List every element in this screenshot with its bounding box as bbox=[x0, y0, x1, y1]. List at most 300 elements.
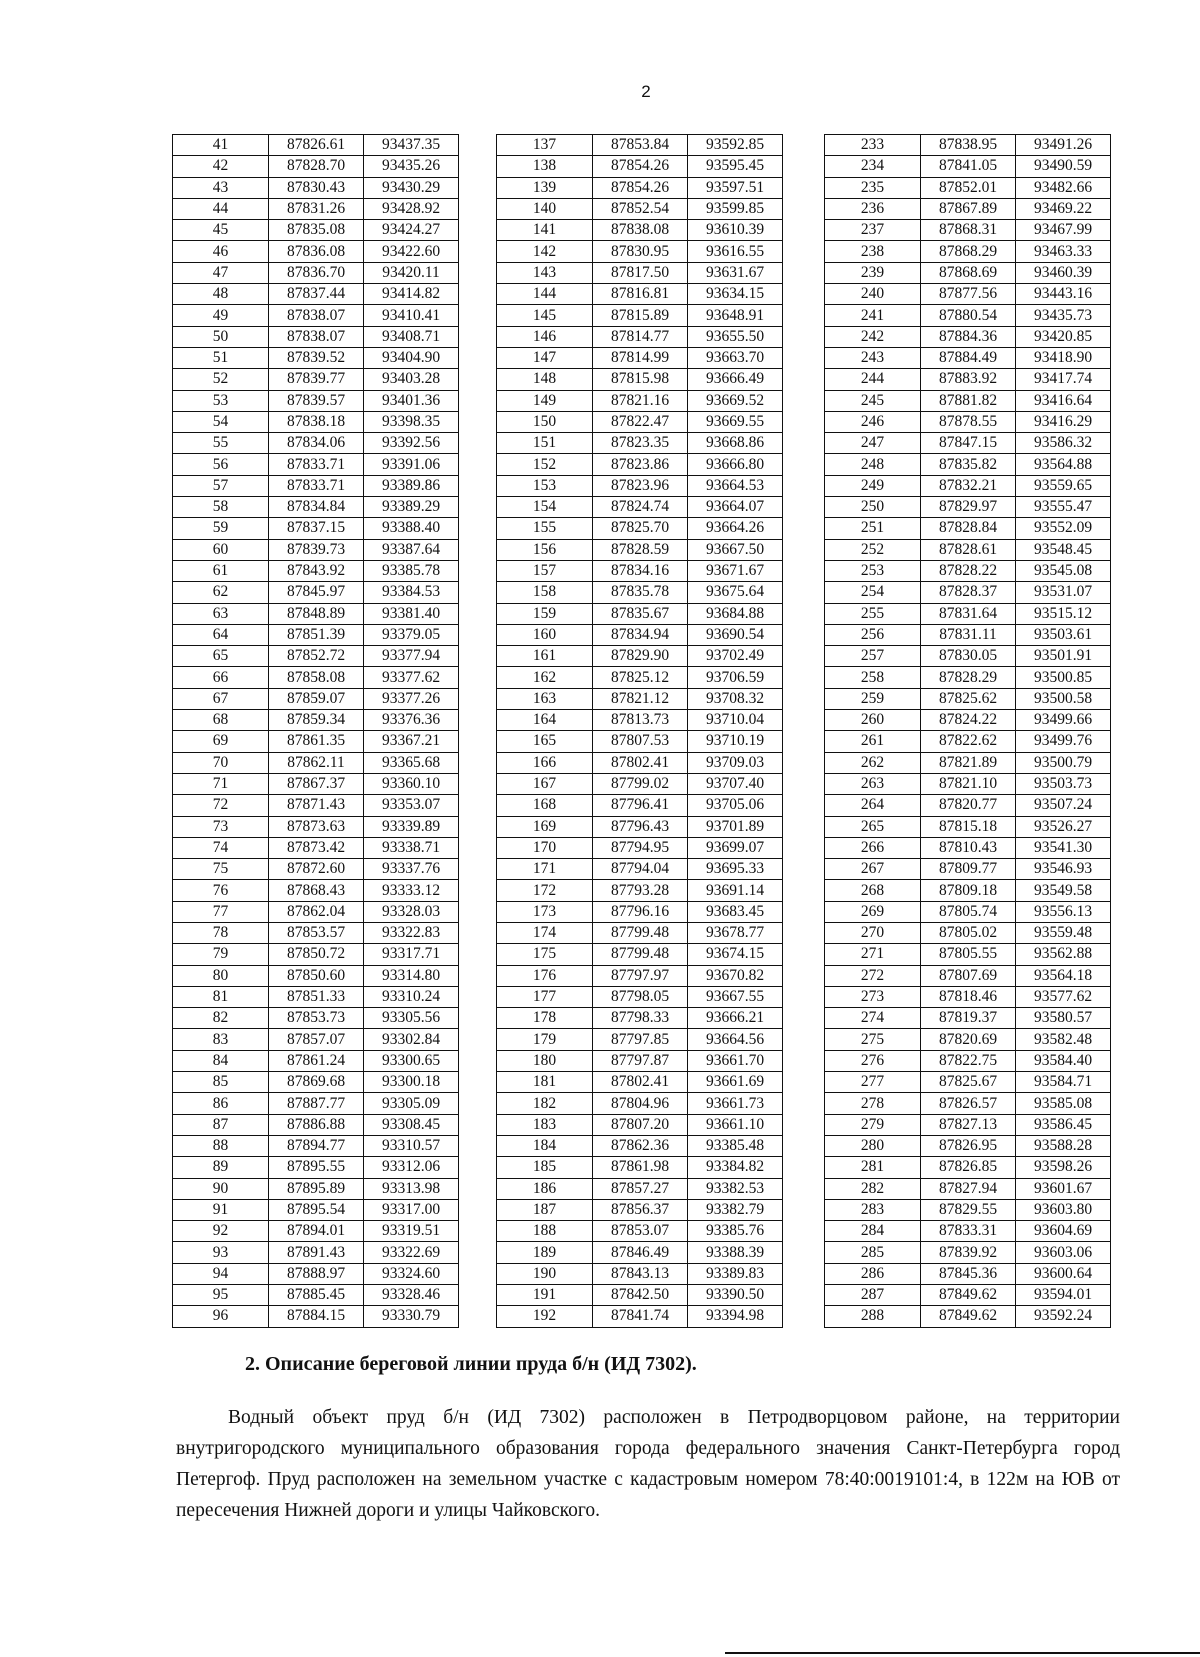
x-coordinate-cell: 87836.70 bbox=[269, 262, 364, 283]
y-coordinate-cell: 93709.03 bbox=[688, 752, 783, 773]
y-coordinate-cell: 93500.85 bbox=[1016, 667, 1111, 688]
x-coordinate-cell: 87853.73 bbox=[269, 1008, 364, 1029]
table-row bbox=[497, 369, 783, 390]
x-coordinate-cell: 87835.67 bbox=[593, 603, 688, 624]
point-number-cell: 241 bbox=[825, 305, 921, 326]
x-coordinate-cell: 87839.73 bbox=[269, 539, 364, 560]
y-coordinate-cell: 93699.07 bbox=[688, 837, 783, 858]
y-coordinate-cell: 93603.80 bbox=[1016, 1199, 1111, 1220]
point-number-cell: 185 bbox=[497, 1157, 593, 1178]
table-row bbox=[497, 305, 783, 326]
table-row bbox=[825, 241, 1111, 262]
point-number-cell: 163 bbox=[497, 688, 593, 709]
y-coordinate-cell: 93385.48 bbox=[688, 1135, 783, 1156]
y-coordinate-cell: 93360.10 bbox=[364, 773, 459, 794]
y-coordinate-cell: 93669.55 bbox=[688, 411, 783, 432]
point-number-cell: 154 bbox=[497, 497, 593, 518]
y-coordinate-cell: 93391.06 bbox=[364, 454, 459, 475]
table-row bbox=[825, 624, 1111, 645]
x-coordinate-cell: 87798.33 bbox=[593, 1008, 688, 1029]
table-row bbox=[825, 965, 1111, 986]
table-row bbox=[173, 880, 459, 901]
point-number-cell: 256 bbox=[825, 624, 921, 645]
y-coordinate-cell: 93501.91 bbox=[1016, 646, 1111, 667]
x-coordinate-cell: 87796.41 bbox=[593, 795, 688, 816]
table-row bbox=[825, 1242, 1111, 1263]
y-coordinate-cell: 93710.04 bbox=[688, 710, 783, 731]
x-coordinate-cell: 87815.98 bbox=[593, 369, 688, 390]
y-coordinate-cell: 93367.21 bbox=[364, 731, 459, 752]
table-row bbox=[173, 220, 459, 241]
point-number-cell: 234 bbox=[825, 156, 921, 177]
table-row bbox=[497, 475, 783, 496]
point-number-cell: 50 bbox=[173, 326, 269, 347]
x-coordinate-cell: 87850.72 bbox=[269, 944, 364, 965]
x-coordinate-cell: 87830.95 bbox=[593, 241, 688, 262]
table-row bbox=[825, 1221, 1111, 1242]
point-number-cell: 93 bbox=[173, 1242, 269, 1263]
table-row bbox=[825, 433, 1111, 454]
point-number-cell: 276 bbox=[825, 1050, 921, 1071]
point-number-cell: 86 bbox=[173, 1093, 269, 1114]
y-coordinate-cell: 93317.71 bbox=[364, 944, 459, 965]
coordinates-table-3 bbox=[824, 134, 1111, 1328]
point-number-cell: 166 bbox=[497, 752, 593, 773]
x-coordinate-cell: 87821.16 bbox=[593, 390, 688, 411]
x-coordinate-cell: 87829.55 bbox=[921, 1199, 1016, 1220]
table-row bbox=[825, 603, 1111, 624]
table-row bbox=[825, 539, 1111, 560]
y-coordinate-cell: 93365.68 bbox=[364, 752, 459, 773]
x-coordinate-cell: 87880.54 bbox=[921, 305, 1016, 326]
table-row bbox=[497, 837, 783, 858]
y-coordinate-cell: 93664.26 bbox=[688, 518, 783, 539]
point-number-cell: 287 bbox=[825, 1285, 921, 1306]
table-row bbox=[173, 454, 459, 475]
point-number-cell: 275 bbox=[825, 1029, 921, 1050]
table-row bbox=[497, 156, 783, 177]
x-coordinate-cell: 87859.07 bbox=[269, 688, 364, 709]
point-number-cell: 43 bbox=[173, 177, 269, 198]
x-coordinate-cell: 87819.37 bbox=[921, 1008, 1016, 1029]
point-number-cell: 173 bbox=[497, 901, 593, 922]
y-coordinate-cell: 93384.53 bbox=[364, 582, 459, 603]
point-number-cell: 74 bbox=[173, 837, 269, 858]
x-coordinate-cell: 87857.27 bbox=[593, 1178, 688, 1199]
point-number-cell: 167 bbox=[497, 773, 593, 794]
table-row bbox=[825, 1178, 1111, 1199]
y-coordinate-cell: 93392.56 bbox=[364, 433, 459, 454]
x-coordinate-cell: 87807.53 bbox=[593, 731, 688, 752]
table-row bbox=[497, 582, 783, 603]
y-coordinate-cell: 93385.78 bbox=[364, 560, 459, 581]
y-coordinate-cell: 93584.71 bbox=[1016, 1072, 1111, 1093]
x-coordinate-cell: 87817.50 bbox=[593, 262, 688, 283]
point-number-cell: 77 bbox=[173, 901, 269, 922]
point-number-cell: 68 bbox=[173, 710, 269, 731]
table-row bbox=[825, 1093, 1111, 1114]
x-coordinate-cell: 87821.10 bbox=[921, 773, 1016, 794]
x-coordinate-cell: 87852.54 bbox=[593, 198, 688, 219]
x-coordinate-cell: 87881.82 bbox=[921, 390, 1016, 411]
point-number-cell: 253 bbox=[825, 560, 921, 581]
y-coordinate-cell: 93584.40 bbox=[1016, 1050, 1111, 1071]
y-coordinate-cell: 93668.86 bbox=[688, 433, 783, 454]
point-number-cell: 274 bbox=[825, 1008, 921, 1029]
point-number-cell: 175 bbox=[497, 944, 593, 965]
table-row bbox=[825, 880, 1111, 901]
table-row bbox=[173, 369, 459, 390]
table-row bbox=[497, 518, 783, 539]
x-coordinate-cell: 87849.62 bbox=[921, 1285, 1016, 1306]
point-number-cell: 262 bbox=[825, 752, 921, 773]
y-coordinate-cell: 93663.70 bbox=[688, 347, 783, 368]
y-coordinate-cell: 93664.53 bbox=[688, 475, 783, 496]
table-row bbox=[173, 1029, 459, 1050]
point-number-cell: 190 bbox=[497, 1263, 593, 1284]
table-row bbox=[497, 1199, 783, 1220]
point-number-cell: 48 bbox=[173, 284, 269, 305]
table-row bbox=[825, 518, 1111, 539]
y-coordinate-cell: 93387.64 bbox=[364, 539, 459, 560]
table-row bbox=[497, 1008, 783, 1029]
y-coordinate-cell: 93339.89 bbox=[364, 816, 459, 837]
table-row bbox=[497, 1285, 783, 1306]
y-coordinate-cell: 93330.79 bbox=[364, 1306, 459, 1327]
x-coordinate-cell: 87839.92 bbox=[921, 1242, 1016, 1263]
table-row bbox=[497, 752, 783, 773]
point-number-cell: 181 bbox=[497, 1072, 593, 1093]
x-coordinate-cell: 87843.92 bbox=[269, 560, 364, 581]
x-coordinate-cell: 87834.94 bbox=[593, 624, 688, 645]
x-coordinate-cell: 87794.04 bbox=[593, 859, 688, 880]
y-coordinate-cell: 93671.67 bbox=[688, 560, 783, 581]
y-coordinate-cell: 93710.19 bbox=[688, 731, 783, 752]
x-coordinate-cell: 87828.29 bbox=[921, 667, 1016, 688]
point-number-cell: 265 bbox=[825, 816, 921, 837]
point-number-cell: 279 bbox=[825, 1114, 921, 1135]
y-coordinate-cell: 93482.66 bbox=[1016, 177, 1111, 198]
table-row bbox=[825, 582, 1111, 603]
y-coordinate-cell: 93634.15 bbox=[688, 284, 783, 305]
x-coordinate-cell: 87853.07 bbox=[593, 1221, 688, 1242]
y-coordinate-cell: 93586.45 bbox=[1016, 1114, 1111, 1135]
y-coordinate-cell: 93610.39 bbox=[688, 220, 783, 241]
y-coordinate-cell: 93388.40 bbox=[364, 518, 459, 539]
point-number-cell: 151 bbox=[497, 433, 593, 454]
x-coordinate-cell: 87796.16 bbox=[593, 901, 688, 922]
table-row bbox=[173, 1285, 459, 1306]
table-row bbox=[173, 433, 459, 454]
x-coordinate-cell: 87810.43 bbox=[921, 837, 1016, 858]
section-heading: 2. Описание береговой линии пруда б/н (ИД 7302). bbox=[245, 1353, 697, 1375]
y-coordinate-cell: 93559.48 bbox=[1016, 922, 1111, 943]
point-number-cell: 263 bbox=[825, 773, 921, 794]
table-row bbox=[173, 859, 459, 880]
point-number-cell: 85 bbox=[173, 1072, 269, 1093]
point-number-cell: 143 bbox=[497, 262, 593, 283]
y-coordinate-cell: 93675.64 bbox=[688, 582, 783, 603]
y-coordinate-cell: 93648.91 bbox=[688, 305, 783, 326]
y-coordinate-cell: 93377.94 bbox=[364, 646, 459, 667]
x-coordinate-cell: 87884.15 bbox=[269, 1306, 364, 1327]
x-coordinate-cell: 87839.77 bbox=[269, 369, 364, 390]
point-number-cell: 71 bbox=[173, 773, 269, 794]
x-coordinate-cell: 87831.64 bbox=[921, 603, 1016, 624]
y-coordinate-cell: 93420.85 bbox=[1016, 326, 1111, 347]
x-coordinate-cell: 87822.62 bbox=[921, 731, 1016, 752]
point-number-cell: 174 bbox=[497, 922, 593, 943]
table-row bbox=[173, 752, 459, 773]
y-coordinate-cell: 93467.99 bbox=[1016, 220, 1111, 241]
y-coordinate-cell: 93469.22 bbox=[1016, 198, 1111, 219]
x-coordinate-cell: 87862.11 bbox=[269, 752, 364, 773]
y-coordinate-cell: 93389.29 bbox=[364, 497, 459, 518]
table-row bbox=[173, 624, 459, 645]
table-row bbox=[825, 795, 1111, 816]
y-coordinate-cell: 93562.88 bbox=[1016, 944, 1111, 965]
table-row bbox=[497, 1157, 783, 1178]
table-row bbox=[825, 135, 1111, 156]
page-number: 2 bbox=[641, 82, 651, 101]
point-number-cell: 189 bbox=[497, 1242, 593, 1263]
x-coordinate-cell: 87847.15 bbox=[921, 433, 1016, 454]
x-coordinate-cell: 87846.49 bbox=[593, 1242, 688, 1263]
point-number-cell: 87 bbox=[173, 1114, 269, 1135]
table-row bbox=[173, 390, 459, 411]
x-coordinate-cell: 87828.37 bbox=[921, 582, 1016, 603]
table-row bbox=[825, 944, 1111, 965]
table-row bbox=[825, 560, 1111, 581]
y-coordinate-cell: 93598.26 bbox=[1016, 1157, 1111, 1178]
x-coordinate-cell: 87822.47 bbox=[593, 411, 688, 432]
point-number-cell: 180 bbox=[497, 1050, 593, 1071]
point-number-cell: 137 bbox=[497, 135, 593, 156]
x-coordinate-cell: 87799.48 bbox=[593, 944, 688, 965]
point-number-cell: 82 bbox=[173, 1008, 269, 1029]
y-coordinate-cell: 93328.03 bbox=[364, 901, 459, 922]
table-row bbox=[173, 837, 459, 858]
table-row bbox=[173, 241, 459, 262]
y-coordinate-cell: 93390.50 bbox=[688, 1285, 783, 1306]
y-coordinate-cell: 93430.29 bbox=[364, 177, 459, 198]
table-row bbox=[825, 220, 1111, 241]
y-coordinate-cell: 93555.47 bbox=[1016, 497, 1111, 518]
table-row bbox=[497, 901, 783, 922]
point-number-cell: 254 bbox=[825, 582, 921, 603]
y-coordinate-cell: 93666.49 bbox=[688, 369, 783, 390]
y-coordinate-cell: 93490.59 bbox=[1016, 156, 1111, 177]
table-row bbox=[825, 305, 1111, 326]
table-row bbox=[173, 262, 459, 283]
y-coordinate-cell: 93531.07 bbox=[1016, 582, 1111, 603]
x-coordinate-cell: 87835.08 bbox=[269, 220, 364, 241]
y-coordinate-cell: 93503.61 bbox=[1016, 624, 1111, 645]
x-coordinate-cell: 87853.84 bbox=[593, 135, 688, 156]
point-number-cell: 184 bbox=[497, 1135, 593, 1156]
y-coordinate-cell: 93328.46 bbox=[364, 1285, 459, 1306]
x-coordinate-cell: 87828.22 bbox=[921, 560, 1016, 581]
table-row bbox=[497, 560, 783, 581]
point-number-cell: 141 bbox=[497, 220, 593, 241]
x-coordinate-cell: 87895.55 bbox=[269, 1157, 364, 1178]
table-row bbox=[173, 326, 459, 347]
table-row bbox=[173, 1008, 459, 1029]
x-coordinate-cell: 87793.28 bbox=[593, 880, 688, 901]
y-coordinate-cell: 93382.53 bbox=[688, 1178, 783, 1199]
y-coordinate-cell: 93601.67 bbox=[1016, 1178, 1111, 1199]
x-coordinate-cell: 87838.18 bbox=[269, 411, 364, 432]
x-coordinate-cell: 87891.43 bbox=[269, 1242, 364, 1263]
y-coordinate-cell: 93322.69 bbox=[364, 1242, 459, 1263]
point-number-cell: 62 bbox=[173, 582, 269, 603]
point-number-cell: 277 bbox=[825, 1072, 921, 1093]
table-row bbox=[497, 773, 783, 794]
point-number-cell: 280 bbox=[825, 1135, 921, 1156]
table-row bbox=[173, 795, 459, 816]
table-row bbox=[173, 475, 459, 496]
y-coordinate-cell: 93308.45 bbox=[364, 1114, 459, 1135]
x-coordinate-cell: 87839.52 bbox=[269, 347, 364, 368]
y-coordinate-cell: 93381.40 bbox=[364, 603, 459, 624]
point-number-cell: 270 bbox=[825, 922, 921, 943]
point-number-cell: 89 bbox=[173, 1157, 269, 1178]
point-number-cell: 248 bbox=[825, 454, 921, 475]
y-coordinate-cell: 93586.32 bbox=[1016, 433, 1111, 454]
point-number-cell: 246 bbox=[825, 411, 921, 432]
table-row bbox=[173, 667, 459, 688]
y-coordinate-cell: 93394.98 bbox=[688, 1306, 783, 1327]
point-number-cell: 61 bbox=[173, 560, 269, 581]
point-number-cell: 257 bbox=[825, 646, 921, 667]
point-number-cell: 236 bbox=[825, 198, 921, 219]
point-number-cell: 147 bbox=[497, 347, 593, 368]
point-number-cell: 81 bbox=[173, 986, 269, 1007]
x-coordinate-cell: 87862.36 bbox=[593, 1135, 688, 1156]
y-coordinate-cell: 93564.18 bbox=[1016, 965, 1111, 986]
point-number-cell: 55 bbox=[173, 433, 269, 454]
y-coordinate-cell: 93661.69 bbox=[688, 1072, 783, 1093]
point-number-cell: 164 bbox=[497, 710, 593, 731]
point-number-cell: 45 bbox=[173, 220, 269, 241]
point-number-cell: 91 bbox=[173, 1199, 269, 1220]
table-row bbox=[497, 944, 783, 965]
x-coordinate-cell: 87862.04 bbox=[269, 901, 364, 922]
x-coordinate-cell: 87838.07 bbox=[269, 305, 364, 326]
table-row bbox=[173, 1114, 459, 1135]
y-coordinate-cell: 93401.36 bbox=[364, 390, 459, 411]
x-coordinate-cell: 87894.77 bbox=[269, 1135, 364, 1156]
table-row bbox=[173, 1093, 459, 1114]
x-coordinate-cell: 87861.35 bbox=[269, 731, 364, 752]
x-coordinate-cell: 87814.77 bbox=[593, 326, 688, 347]
y-coordinate-cell: 93559.65 bbox=[1016, 475, 1111, 496]
point-number-cell: 79 bbox=[173, 944, 269, 965]
table-row bbox=[825, 1157, 1111, 1178]
table-row bbox=[497, 603, 783, 624]
table-row bbox=[173, 646, 459, 667]
x-coordinate-cell: 87841.74 bbox=[593, 1306, 688, 1327]
x-coordinate-cell: 87839.57 bbox=[269, 390, 364, 411]
point-number-cell: 249 bbox=[825, 475, 921, 496]
x-coordinate-cell: 87856.37 bbox=[593, 1199, 688, 1220]
point-number-cell: 178 bbox=[497, 1008, 593, 1029]
table-row bbox=[825, 369, 1111, 390]
y-coordinate-cell: 93664.56 bbox=[688, 1029, 783, 1050]
y-coordinate-cell: 93548.45 bbox=[1016, 539, 1111, 560]
point-number-cell: 286 bbox=[825, 1263, 921, 1284]
x-coordinate-cell: 87807.20 bbox=[593, 1114, 688, 1135]
x-coordinate-cell: 87854.26 bbox=[593, 177, 688, 198]
y-coordinate-cell: 93595.45 bbox=[688, 156, 783, 177]
y-coordinate-cell: 93305.56 bbox=[364, 1008, 459, 1029]
y-coordinate-cell: 93582.48 bbox=[1016, 1029, 1111, 1050]
point-number-cell: 268 bbox=[825, 880, 921, 901]
table-row bbox=[497, 1050, 783, 1071]
table-row bbox=[497, 135, 783, 156]
table-row bbox=[497, 859, 783, 880]
table-row bbox=[825, 454, 1111, 475]
y-coordinate-cell: 93417.74 bbox=[1016, 369, 1111, 390]
y-coordinate-cell: 93338.71 bbox=[364, 837, 459, 858]
x-coordinate-cell: 87804.96 bbox=[593, 1093, 688, 1114]
x-coordinate-cell: 87851.39 bbox=[269, 624, 364, 645]
point-number-cell: 84 bbox=[173, 1050, 269, 1071]
x-coordinate-cell: 87805.55 bbox=[921, 944, 1016, 965]
y-coordinate-cell: 93379.05 bbox=[364, 624, 459, 645]
point-number-cell: 41 bbox=[173, 135, 269, 156]
table-row bbox=[497, 262, 783, 283]
point-number-cell: 242 bbox=[825, 326, 921, 347]
table-row bbox=[173, 347, 459, 368]
point-number-cell: 243 bbox=[825, 347, 921, 368]
point-number-cell: 271 bbox=[825, 944, 921, 965]
point-number-cell: 96 bbox=[173, 1306, 269, 1327]
point-number-cell: 72 bbox=[173, 795, 269, 816]
table-row bbox=[825, 1050, 1111, 1071]
table-row bbox=[497, 965, 783, 986]
x-coordinate-cell: 87838.95 bbox=[921, 135, 1016, 156]
y-coordinate-cell: 93310.24 bbox=[364, 986, 459, 1007]
table-row bbox=[173, 497, 459, 518]
table-row bbox=[497, 731, 783, 752]
y-coordinate-cell: 93305.09 bbox=[364, 1093, 459, 1114]
x-coordinate-cell: 87853.57 bbox=[269, 922, 364, 943]
x-coordinate-cell: 87868.31 bbox=[921, 220, 1016, 241]
table-row bbox=[825, 816, 1111, 837]
x-coordinate-cell: 87821.89 bbox=[921, 752, 1016, 773]
x-coordinate-cell: 87794.95 bbox=[593, 837, 688, 858]
table-row bbox=[497, 1306, 783, 1327]
y-coordinate-cell: 93302.84 bbox=[364, 1029, 459, 1050]
table-row bbox=[497, 326, 783, 347]
x-coordinate-cell: 87888.97 bbox=[269, 1263, 364, 1284]
table-row bbox=[173, 560, 459, 581]
y-coordinate-cell: 93377.26 bbox=[364, 688, 459, 709]
point-number-cell: 65 bbox=[173, 646, 269, 667]
y-coordinate-cell: 93403.28 bbox=[364, 369, 459, 390]
point-number-cell: 258 bbox=[825, 667, 921, 688]
table-row bbox=[173, 688, 459, 709]
y-coordinate-cell: 93701.89 bbox=[688, 816, 783, 837]
table-row bbox=[497, 454, 783, 475]
x-coordinate-cell: 87797.87 bbox=[593, 1050, 688, 1071]
table-row bbox=[825, 922, 1111, 943]
point-number-cell: 51 bbox=[173, 347, 269, 368]
table-row bbox=[825, 773, 1111, 794]
x-coordinate-cell: 87858.08 bbox=[269, 667, 364, 688]
y-coordinate-cell: 93317.00 bbox=[364, 1199, 459, 1220]
